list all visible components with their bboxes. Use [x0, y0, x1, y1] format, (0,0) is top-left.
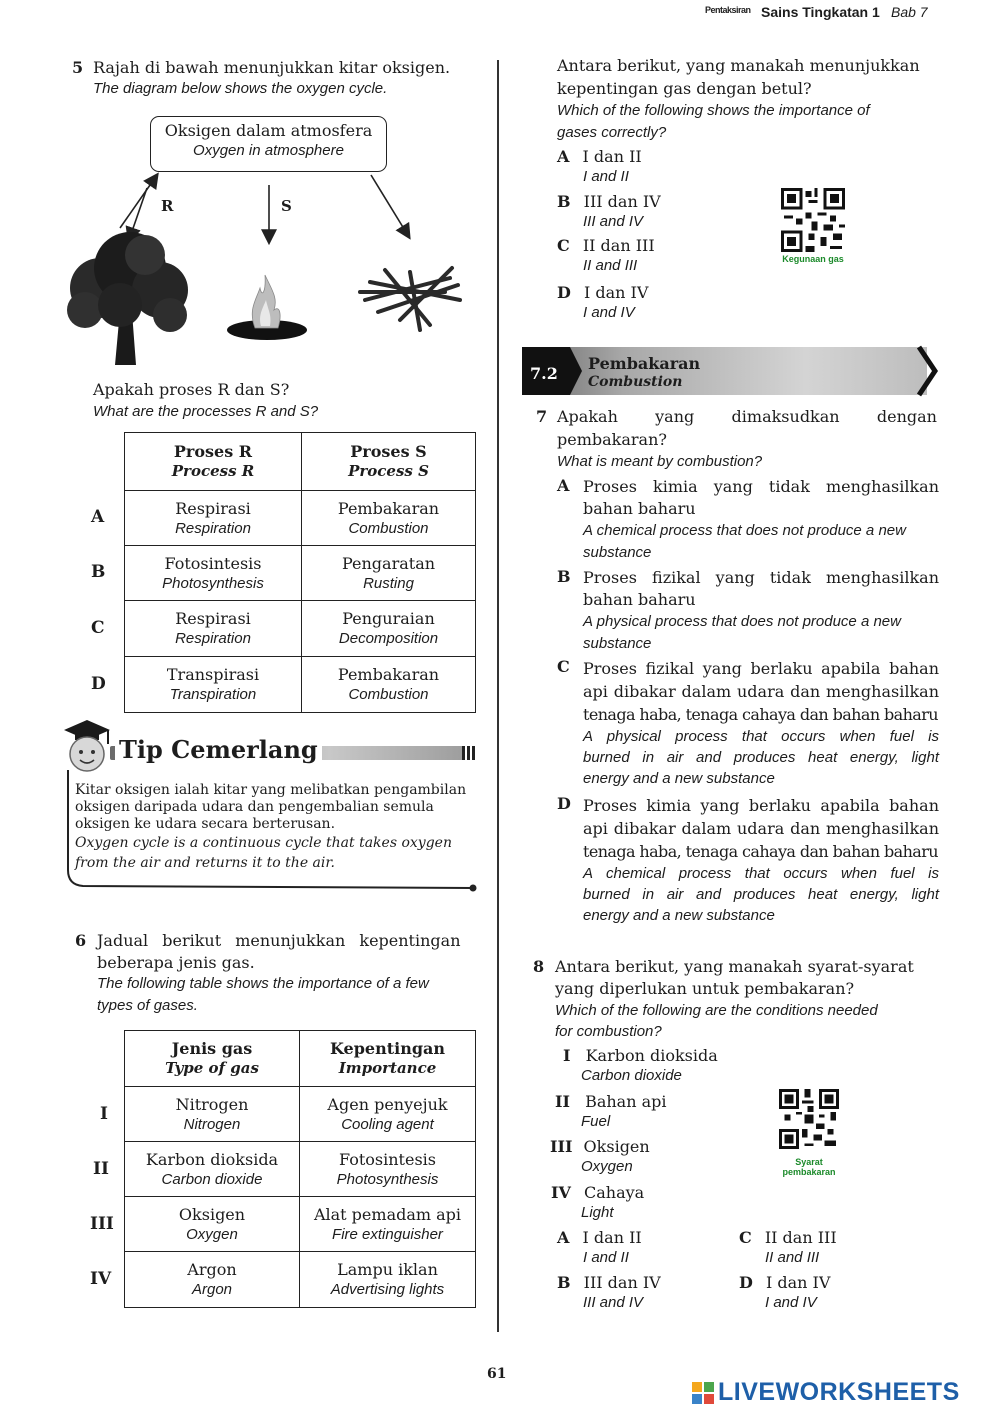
q7-option-d[interactable]: [557, 794, 939, 926]
q6-text-ms-1: Jadual berikut menunjukkan kepentingan: [97, 931, 461, 950]
q6-imp-2-ms: Fotosintesis: [339, 1149, 436, 1169]
q6-header-gas-en: Type of gas: [165, 1059, 259, 1077]
q5-header-r-ms: Proses R: [173, 442, 253, 461]
q5-s-a-en: Combustion: [348, 519, 429, 537]
q6-option-d-ms: I dan IV: [583, 283, 649, 302]
q8-option-d[interactable]: [739, 1273, 830, 1312]
q7-text-en: What is meant by combustion?: [557, 453, 763, 470]
q6-option-c-ms: II dan III: [582, 236, 655, 255]
q6-imp-2-en: Photosynthesis: [336, 1170, 439, 1188]
q7-option-c-letter: C: [557, 657, 570, 676]
section-number: 7.2: [530, 364, 558, 383]
q5-s-b-en: Rusting: [363, 574, 414, 592]
q7-word-2: yang: [655, 407, 695, 426]
q6-imp-1-en: Cooling agent: [341, 1115, 434, 1133]
tip-title: Tip Cemerlang: [115, 735, 322, 764]
brand-name: LIVEWORKSHEETS: [718, 1378, 960, 1406]
q6-row-label-1: I: [100, 1104, 108, 1124]
qr-caption-syarat: [770, 1157, 848, 1177]
q6-row-label-2: II: [93, 1159, 109, 1179]
q6-ask-en-2: gases correctly?: [557, 124, 667, 141]
q5-s-d-en: Combustion: [348, 686, 429, 703]
q7-b-ms-1: Proses fizikal yang tidak menghasilkan: [583, 568, 939, 587]
q6-imp-4-ms: Lampu iklan: [337, 1260, 438, 1279]
q7-option-b[interactable]: [557, 567, 939, 655]
q5-table-header: [125, 433, 476, 491]
tip-ms-line-3: oksigen ke udara secara berterusan.: [75, 816, 336, 832]
section-title-en: Combustion: [588, 374, 683, 390]
q5-r-d-en: Transpiration: [169, 686, 257, 703]
q7-b-en-1: A physical process that does not produce a new: [583, 613, 901, 630]
q8-option-a-en: I and II: [583, 1249, 629, 1266]
q5-r-b-en: Photosynthesis: [162, 574, 264, 592]
q6-ask-ms-2: kepentingan gas dengan betul?: [557, 79, 812, 98]
q8-item-4: [551, 1183, 644, 1222]
q7-a-ms-2: bahan baharu: [583, 499, 696, 518]
q6-ask-ms-1: Antara berikut, yang manakah menunjukkan: [557, 56, 920, 75]
oxygen-box-en: Oxygen in atmosphere: [193, 142, 344, 159]
q8-number: 8: [533, 957, 545, 976]
tip-text: [75, 782, 475, 873]
tip-bar-end: [462, 746, 476, 760]
q7-word-3: dimaksudkan: [731, 407, 840, 426]
q5-option-d[interactable]: D: [91, 674, 106, 694]
q6-option-b[interactable]: [557, 192, 661, 231]
publisher-logo: Pentaksiran: [705, 5, 751, 15]
q6-option-a-ms: I dan II: [582, 147, 642, 166]
q5-r-a-en: Respiration: [175, 519, 251, 537]
q6-number: 6: [75, 931, 87, 950]
q6-table: [124, 1030, 476, 1308]
q6-option-d-letter: D: [557, 283, 571, 302]
q8-item-4-en: Light: [581, 1204, 614, 1221]
q5-ask-ms: Apakah proses R dan S?: [93, 380, 290, 399]
q8-text-en-1: Which of the following are the conditions needed: [555, 1002, 878, 1019]
q5-r-c-en: Respiration: [175, 630, 251, 647]
q7-b-en-2: substance: [583, 635, 652, 652]
q6-option-b-letter: B: [557, 192, 571, 211]
q5-option-b[interactable]: B: [91, 562, 106, 582]
q6-gas-3-ms: Oksigen: [178, 1204, 246, 1224]
q8-item-1: [563, 1046, 718, 1085]
q7-number: 7: [536, 407, 548, 426]
q5-r-b-ms: Fotosintesis: [164, 553, 262, 573]
q7-text-ms-2: pembakaran?: [557, 430, 667, 449]
q8-item-3-ms: Oksigen: [583, 1137, 650, 1156]
q6-gas-1-ms: Nitrogen: [175, 1094, 249, 1114]
q5-text-en: The diagram below shows the oxygen cycle.: [93, 80, 388, 97]
q7-a-ms-1: Proses kimia yang tidak menghasilkan: [583, 477, 939, 496]
wood-sticks-icon: [360, 268, 460, 330]
q7-option-c[interactable]: [557, 657, 939, 789]
q7-b-ms-2: bahan baharu: [583, 590, 696, 609]
q6-option-a[interactable]: [557, 147, 642, 186]
table-row: [125, 1197, 476, 1252]
q8-item-2-ms: Bahan api: [585, 1092, 667, 1111]
q6-option-c-en: II and III: [583, 257, 638, 274]
qr-code-icon[interactable]: [780, 188, 846, 252]
q7-option-d-letter: D: [557, 794, 571, 813]
q8-option-b-ms: III dan IV: [583, 1273, 661, 1292]
q8-item-3-roman: III: [550, 1137, 573, 1156]
tip-en-line-1: Oxygen cycle is a continuous cycle that takes oxygen: [75, 835, 452, 851]
q6-text-ms-2: beberapa jenis gas.: [97, 953, 255, 972]
q7-word-4: dengan: [876, 407, 937, 426]
q8-option-c-ms: II dan III: [764, 1228, 837, 1247]
q6-gas-2-en: Carbon dioxide: [161, 1170, 263, 1188]
q6-option-b-ms: III dan IV: [583, 192, 661, 211]
q7-option-a[interactable]: [557, 476, 939, 564]
q7-d-ms-1: Proses kimia yang berlaku apabila bahan: [583, 796, 939, 815]
q8-option-d-en: I and IV: [765, 1294, 817, 1311]
q7-text-ms-1: [557, 407, 937, 427]
tip-ms-line-2: oksigen daripada udara dan pengembalian semula: [75, 799, 434, 815]
section-arrow-icon: [915, 345, 939, 397]
q6-header-imp-en: Importance: [338, 1059, 437, 1077]
book-title: Sains Tingkatan 1: [761, 4, 880, 20]
q8-item-2-en: Fuel: [581, 1113, 611, 1130]
arrow-r-up: [120, 175, 157, 228]
q7-c-en-3: energy and a new substance: [583, 770, 775, 787]
q6-imp-3-en: Fire extinguisher: [332, 1225, 443, 1243]
q8-option-b-en: III and IV: [583, 1294, 644, 1311]
q6-option-c[interactable]: [557, 236, 655, 275]
q8-text-ms-1: Antara berikut, yang manakah syarat-syarat: [555, 957, 914, 976]
q7-d-en-1: A chemical process that occurs when fuel is: [583, 865, 939, 882]
q7-c-ms-1: Proses fizikal yang berlaku apabila bahan: [583, 659, 939, 678]
q5-r-a-ms: Respirasi: [175, 498, 251, 518]
label-r: R: [161, 197, 174, 215]
section-title-ms: Pembakaran: [588, 354, 701, 373]
q7-d-en-3: energy and a new substance: [583, 907, 775, 924]
q5-header-s-en: Process S: [348, 462, 429, 480]
q6-imp-1-ms: Agen penyejuk: [327, 1094, 448, 1114]
tip-ms-line-1: Kitar oksigen ialah kitar yang melibatkan pengambilan: [75, 782, 467, 798]
q6-gas-1-en: Nitrogen: [183, 1115, 241, 1133]
q5-s-c-ms: Penguraian: [342, 609, 435, 628]
q5-table: [124, 432, 476, 713]
q6-gas-4-ms: Argon: [187, 1260, 237, 1279]
q5-s-c-en: Decomposition: [338, 630, 439, 647]
qr-caption-syarat-1: Syarat: [795, 1157, 823, 1167]
q6-gas-3-en: Oxygen: [186, 1225, 238, 1243]
q7-d-en-2: burned in air and produces heat energy, light: [583, 886, 939, 903]
q8-option-c-letter: C: [739, 1228, 752, 1247]
q7-c-en-1: A physical process that occurs when fuel is: [583, 728, 939, 745]
q8-item-2: [555, 1092, 667, 1131]
table-row: [125, 601, 476, 657]
q5-s-a-ms: Pembakaran: [337, 498, 440, 518]
q7-c-en-2: burned in air and produces heat energy, light: [583, 749, 939, 766]
q8-text-ms-2: yang diperlukan untuk pembakaran?: [555, 979, 855, 998]
oxygen-box-ms: Oksigen dalam atmosfera: [164, 121, 373, 140]
q7-word-1: Apakah: [557, 407, 618, 426]
q8-option-b-letter: B: [557, 1273, 571, 1292]
table-row: [125, 1087, 476, 1142]
fire-icon: [227, 275, 307, 340]
table-row: [125, 1252, 476, 1308]
arrow-to-wood: [371, 175, 409, 237]
header: [705, 2, 995, 24]
page-number: 61: [487, 1366, 507, 1382]
q6-option-b-en: III and IV: [583, 213, 644, 230]
q6-header-gas-ms: Jenis gas: [171, 1039, 253, 1058]
q7-c-ms-2: api dibakar dalam udara dan menghasilkan: [583, 682, 939, 701]
q5-r-c-ms: Respirasi: [175, 609, 251, 628]
qr-code-icon[interactable]: [779, 1089, 839, 1149]
q5-ask-en: What are the processes R and S?: [93, 403, 319, 420]
q6-option-a-en: I and II: [583, 168, 629, 185]
table-row: [125, 491, 476, 546]
table-row: [125, 1142, 476, 1197]
label-s: S: [281, 197, 292, 215]
q6-gas-2-ms: Karbon dioksida: [145, 1149, 279, 1169]
q6-gas-4-en: Argon: [191, 1281, 233, 1298]
q8-item-4-roman: IV: [551, 1183, 571, 1202]
q5-s-d-ms: Pembakaran: [337, 665, 440, 684]
qr-caption-kegunaan: Kegunaan gas: [782, 254, 844, 264]
chapter-label: Bab 7: [891, 4, 928, 20]
table-row: [125, 546, 476, 601]
q5-option-c[interactable]: C: [91, 618, 105, 638]
graduate-icon: [60, 716, 114, 776]
q7-option-b-letter: B: [557, 567, 571, 586]
qr-caption-syarat-2: pembakaran: [782, 1167, 836, 1177]
q6-option-d-en: I and IV: [583, 304, 635, 321]
column-divider: [497, 60, 499, 1332]
q8-option-d-letter: D: [739, 1273, 753, 1292]
q8-option-a-letter: A: [557, 1228, 570, 1247]
q8-item-4-ms: Cahaya: [584, 1183, 645, 1202]
q6-option-c-letter: C: [557, 236, 570, 255]
q8-item-3: [550, 1137, 650, 1176]
q8-item-1-ms: Karbon dioksida: [585, 1046, 718, 1065]
oxygen-cycle-diagram: [60, 160, 490, 375]
q7-a-en-2: substance: [583, 544, 652, 561]
q6-imp-3-ms: Alat pemadam api: [313, 1204, 462, 1224]
tree-icon: [67, 232, 188, 365]
q6-imp-4-en: Advertising lights: [330, 1281, 445, 1298]
q6-row-label-3: III: [90, 1214, 114, 1234]
q6-option-d[interactable]: [557, 283, 648, 322]
q8-item-1-en: Carbon dioxide: [581, 1067, 682, 1084]
q5-header-s-ms: Proses S: [350, 442, 427, 461]
q5-option-a[interactable]: A: [91, 507, 105, 527]
q7-c-ms-3: tenaga haba, tenaga cahaya dan bahan baharu: [583, 705, 938, 724]
q6-text-en-1: The following table shows the importance of a few: [97, 975, 429, 992]
q6-ask-en-1: Which of the following shows the importance of: [557, 102, 870, 119]
q8-item-1-roman: I: [563, 1046, 571, 1065]
brand-logo-icon: [692, 1382, 714, 1404]
q8-option-a[interactable]: [557, 1228, 642, 1267]
q8-option-d-ms: I dan IV: [765, 1273, 831, 1292]
q6-row-label-4: IV: [90, 1269, 112, 1289]
q6-header-imp-ms: Kepentingan: [329, 1039, 446, 1058]
tip-en-line-2: from the air and returns it to the air.: [75, 855, 335, 871]
q6-table-header: [125, 1031, 476, 1087]
q7-option-a-letter: A: [557, 476, 570, 495]
q7-a-en-1: A chemical process that does not produce a new: [583, 522, 906, 539]
q6-text-en-2: types of gases.: [97, 997, 198, 1014]
q8-text-en-2: for combustion?: [555, 1023, 662, 1040]
q8-option-c[interactable]: [739, 1228, 837, 1267]
q5-header-r-en: Process R: [171, 462, 255, 480]
q8-item-3-en: Oxygen: [581, 1158, 633, 1175]
q5-text-ms: Rajah di bawah menunjukkan kitar oksigen.: [93, 58, 451, 77]
q7-d-ms-3: tenaga haba, tenaga cahaya dan bahan baharu: [583, 842, 938, 861]
q7-d-ms-2: api dibakar dalam udara dan menghasilkan: [583, 819, 939, 838]
q5-number: 5: [72, 58, 84, 77]
q8-option-b[interactable]: [557, 1273, 661, 1312]
table-row: [125, 657, 476, 713]
q8-item-2-roman: II: [555, 1092, 570, 1111]
q5-s-b-ms: Pengaratan: [341, 553, 436, 573]
q6-option-a-letter: A: [557, 147, 570, 166]
q8-option-c-en: II and III: [765, 1249, 820, 1266]
q8-option-a-ms: I dan II: [582, 1228, 642, 1247]
q5-r-d-ms: Transpirasi: [166, 665, 260, 684]
